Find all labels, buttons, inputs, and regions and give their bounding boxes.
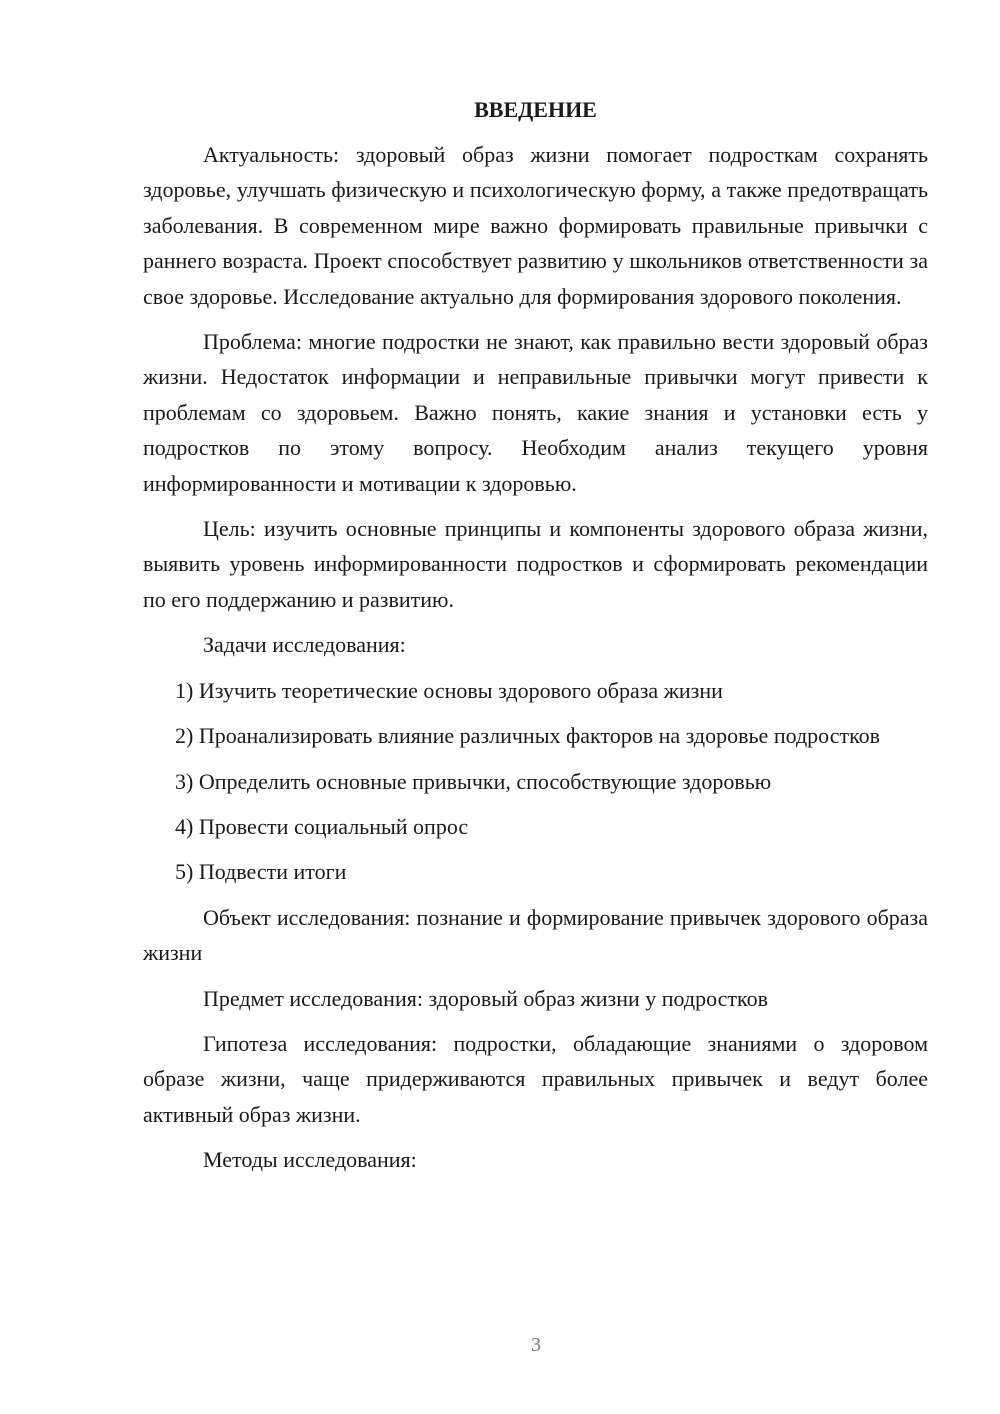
object-paragraph: Объект исследования: познание и формирование привычек здорового образа жизни [143, 904, 928, 966]
section-heading: ВВЕДЕНИЕ [474, 97, 597, 122]
task-item-4: 4) Провести социальный опрос [175, 813, 469, 839]
task-item-2: 2) Проанализировать влияние различных факторов на здоровье подростков [175, 723, 881, 749]
subject-paragraph: Предмет исследования: здоровый образ жизни у подростков [203, 985, 768, 1011]
tasks-title: Задачи исследования: [203, 632, 406, 658]
methods-title: Методы исследования: [203, 1147, 417, 1173]
relevance-paragraph: Актуальность: здоровый образ жизни помогает подросткам сохранять здоровье, улучшать физическую и психологическую форму, а также предотвращать заболевания. В современном мире важно формировать правильные привычки с раннего возраста. Проект способствует развитию у школьников ответственности за свое здоровье. Исследование актуально для формирования здорового поколения. [143, 142, 928, 309]
goal-paragraph: Цель: изучить основные принципы и компоненты здорового образа жизни, выявить уровень информированности подростков и сформировать рекомендации по его поддержанию и развитию. [143, 516, 928, 612]
problem-paragraph: Проблема: многие подростки не знают, как правильно вести здоровый образ жизни. Недостаток информации и неправильные привычки могут привести к проблемам со здоровьем. Важно понять, какие знания и установки есть у подростков по этому вопросу. Необходим анализ текущего уровня информированности и мотивации к здоровью. [143, 329, 928, 496]
task-item-3: 3) Определить основные привычки, способствующие здоровью [175, 768, 772, 794]
page-number: 3 [531, 1334, 541, 1356]
hypothesis-paragraph: Гипотеза исследования: подростки, обладающие знаниями о здоровом образе жизни, чаще придерживаются правильных привычек и ведут более активный образ жизни. [143, 1030, 928, 1127]
task-item-5: 5) Подвести итоги [175, 859, 347, 885]
document-page [143, 95, 928, 1188]
task-item-1: 1) Изучить теоретические основы здорового образа жизни [175, 677, 723, 703]
